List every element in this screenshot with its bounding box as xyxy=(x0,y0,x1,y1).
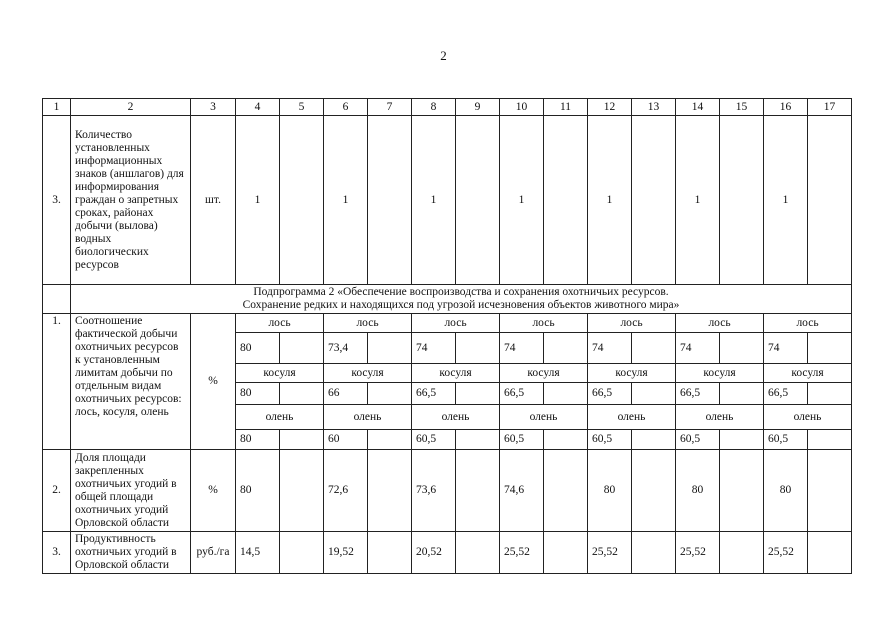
value-cell: 60,5 xyxy=(500,430,544,450)
value-cell: 80 xyxy=(236,383,280,405)
value-cell: 74,6 xyxy=(500,450,544,532)
empty-cell xyxy=(368,333,412,364)
empty-cell xyxy=(720,116,764,285)
unit-cell: % xyxy=(191,450,236,532)
empty-cell xyxy=(456,532,500,574)
empty-cell xyxy=(720,383,764,405)
row-number: 2. xyxy=(43,450,71,532)
empty-cell xyxy=(280,333,324,364)
empty-cell xyxy=(456,383,500,405)
column-header: 1 xyxy=(43,99,71,116)
value-cell: 1 xyxy=(588,116,632,285)
species-label: лось xyxy=(500,314,588,333)
empty-cell xyxy=(632,430,676,450)
species-label: косуля xyxy=(676,364,764,383)
value-cell: 74 xyxy=(676,333,720,364)
page-number: 2 xyxy=(440,48,447,63)
empty-cell xyxy=(280,383,324,405)
empty-cell xyxy=(632,450,676,532)
empty-cell xyxy=(280,116,324,285)
value-cell: 1 xyxy=(676,116,720,285)
column-header: 4 xyxy=(236,99,280,116)
species-label: олень xyxy=(676,405,764,430)
value-cell: 60,5 xyxy=(588,430,632,450)
species-label: олень xyxy=(764,405,852,430)
column-header: 12 xyxy=(588,99,632,116)
empty-cell xyxy=(720,430,764,450)
value-cell: 80 xyxy=(236,430,280,450)
value-cell: 74 xyxy=(500,333,544,364)
species-label: лось xyxy=(764,314,852,333)
species-label: косуля xyxy=(588,364,676,383)
empty-cell xyxy=(544,532,588,574)
empty-cell xyxy=(368,116,412,285)
table-row xyxy=(43,450,852,532)
value-cell: 25,52 xyxy=(588,532,632,574)
species-label: олень xyxy=(236,405,324,430)
value-cell: 1 xyxy=(500,116,544,285)
empty-cell xyxy=(368,383,412,405)
species-label: лось xyxy=(412,314,500,333)
empty-cell xyxy=(456,116,500,285)
value-cell: 25,52 xyxy=(500,532,544,574)
empty-cell xyxy=(456,450,500,532)
empty-cell xyxy=(808,116,852,285)
subprogram-title xyxy=(71,285,852,314)
column-header: 13 xyxy=(632,99,676,116)
species-label: олень xyxy=(500,405,588,430)
indicator-name: Доля площади закрепленных охотничьих угодий в общей площади охотничьих угодий Орловской области xyxy=(71,450,191,532)
value-cell: 66,5 xyxy=(412,383,456,405)
column-header: 14 xyxy=(676,99,720,116)
empty-cell xyxy=(632,532,676,574)
value-cell: 1 xyxy=(764,116,808,285)
species-label: косуля xyxy=(236,364,324,383)
column-header: 7 xyxy=(368,99,412,116)
value-cell: 66 xyxy=(324,383,368,405)
value-cell: 66,5 xyxy=(500,383,544,405)
value-cell: 80 xyxy=(236,333,280,364)
value-cell: 25,52 xyxy=(764,532,808,574)
empty-cell xyxy=(544,430,588,450)
empty-cell xyxy=(368,450,412,532)
empty-cell xyxy=(456,430,500,450)
value-cell: 72,6 xyxy=(324,450,368,532)
column-header: 11 xyxy=(544,99,588,116)
value-cell: 80 xyxy=(676,450,720,532)
row-number: 1. xyxy=(43,314,71,450)
row-number: 3. xyxy=(43,116,71,285)
species-label: лось xyxy=(324,314,412,333)
column-header: 6 xyxy=(324,99,368,116)
value-cell: 25,52 xyxy=(676,532,720,574)
species-label: олень xyxy=(412,405,500,430)
empty-cell xyxy=(544,333,588,364)
column-header: 10 xyxy=(500,99,544,116)
value-cell: 19,52 xyxy=(324,532,368,574)
empty-cell xyxy=(368,430,412,450)
empty-cell xyxy=(43,285,71,314)
value-cell: 80 xyxy=(236,450,280,532)
indicator-name: Продуктивность охотничьих угодий в Орловской области xyxy=(71,532,191,574)
empty-cell xyxy=(456,333,500,364)
unit-cell: % xyxy=(191,314,236,450)
column-header: 8 xyxy=(412,99,456,116)
column-header: 15 xyxy=(720,99,764,116)
indicator-name: Соотношение фактической добычи охотничьих ресурсов к установленным лимитам добычи по отдельным видам охотничьих ресурсов: лось, косуля, олень xyxy=(71,314,191,450)
subprogram-row xyxy=(43,285,852,314)
column-header: 17 xyxy=(808,99,852,116)
species-label: олень xyxy=(324,405,412,430)
column-header: 3 xyxy=(191,99,236,116)
value-cell: 60,5 xyxy=(412,430,456,450)
empty-cell xyxy=(808,383,852,405)
empty-cell xyxy=(280,430,324,450)
value-cell: 74 xyxy=(588,333,632,364)
species-label: лось xyxy=(236,314,324,333)
indicator-name: Количество установленных информационных знаков (аншлагов) для информирования граждан о запретных сроках, районах добычи (вылова) водных биологических ресурсов xyxy=(71,116,191,285)
value-cell: 66,5 xyxy=(588,383,632,405)
value-cell: 1 xyxy=(324,116,368,285)
value-cell: 74 xyxy=(764,333,808,364)
empty-cell xyxy=(544,116,588,285)
value-cell: 14,5 xyxy=(236,532,280,574)
empty-cell xyxy=(368,532,412,574)
species-label: лось xyxy=(676,314,764,333)
column-header: 16 xyxy=(764,99,808,116)
table-row xyxy=(43,116,852,285)
empty-cell xyxy=(808,333,852,364)
value-cell: 73,6 xyxy=(412,450,456,532)
subprogram-title-line: Сохранение редких и находящихся под угрозой исчезновения объектов животного мира» xyxy=(242,299,680,311)
empty-cell xyxy=(544,450,588,532)
species-label-row xyxy=(43,314,852,333)
value-cell: 66,5 xyxy=(764,383,808,405)
unit-cell: руб./га xyxy=(191,532,236,574)
column-header: 2 xyxy=(71,99,191,116)
empty-cell xyxy=(544,383,588,405)
value-cell: 60,5 xyxy=(676,430,720,450)
subprogram-title-line: Подпрограмма 2 «Обеспечение воспроизводства и сохранения охотничьих ресурсов. xyxy=(253,286,669,298)
empty-cell xyxy=(720,450,764,532)
value-cell: 1 xyxy=(236,116,280,285)
value-cell: 80 xyxy=(764,450,808,532)
row-number: 3. xyxy=(43,532,71,574)
value-cell: 73,4 xyxy=(324,333,368,364)
empty-cell xyxy=(280,450,324,532)
value-cell: 74 xyxy=(412,333,456,364)
empty-cell xyxy=(808,532,852,574)
value-cell: 20,52 xyxy=(412,532,456,574)
empty-cell xyxy=(280,532,324,574)
species-label: косуля xyxy=(324,364,412,383)
column-header-row xyxy=(43,99,852,116)
indicators-table xyxy=(42,98,852,574)
species-label: лось xyxy=(588,314,676,333)
species-label: косуля xyxy=(500,364,588,383)
column-header: 5 xyxy=(280,99,324,116)
value-cell: 1 xyxy=(412,116,456,285)
empty-cell xyxy=(632,333,676,364)
value-cell: 66,5 xyxy=(676,383,720,405)
value-cell: 80 xyxy=(588,450,632,532)
unit-cell: шт. xyxy=(191,116,236,285)
empty-cell xyxy=(720,333,764,364)
empty-cell xyxy=(808,430,852,450)
empty-cell xyxy=(632,383,676,405)
species-label: олень xyxy=(588,405,676,430)
empty-cell xyxy=(808,450,852,532)
value-cell: 60,5 xyxy=(764,430,808,450)
species-label: косуля xyxy=(764,364,852,383)
species-label: косуля xyxy=(412,364,500,383)
column-header: 9 xyxy=(456,99,500,116)
empty-cell xyxy=(720,532,764,574)
value-cell: 60 xyxy=(324,430,368,450)
empty-cell xyxy=(632,116,676,285)
table-row xyxy=(43,532,852,574)
